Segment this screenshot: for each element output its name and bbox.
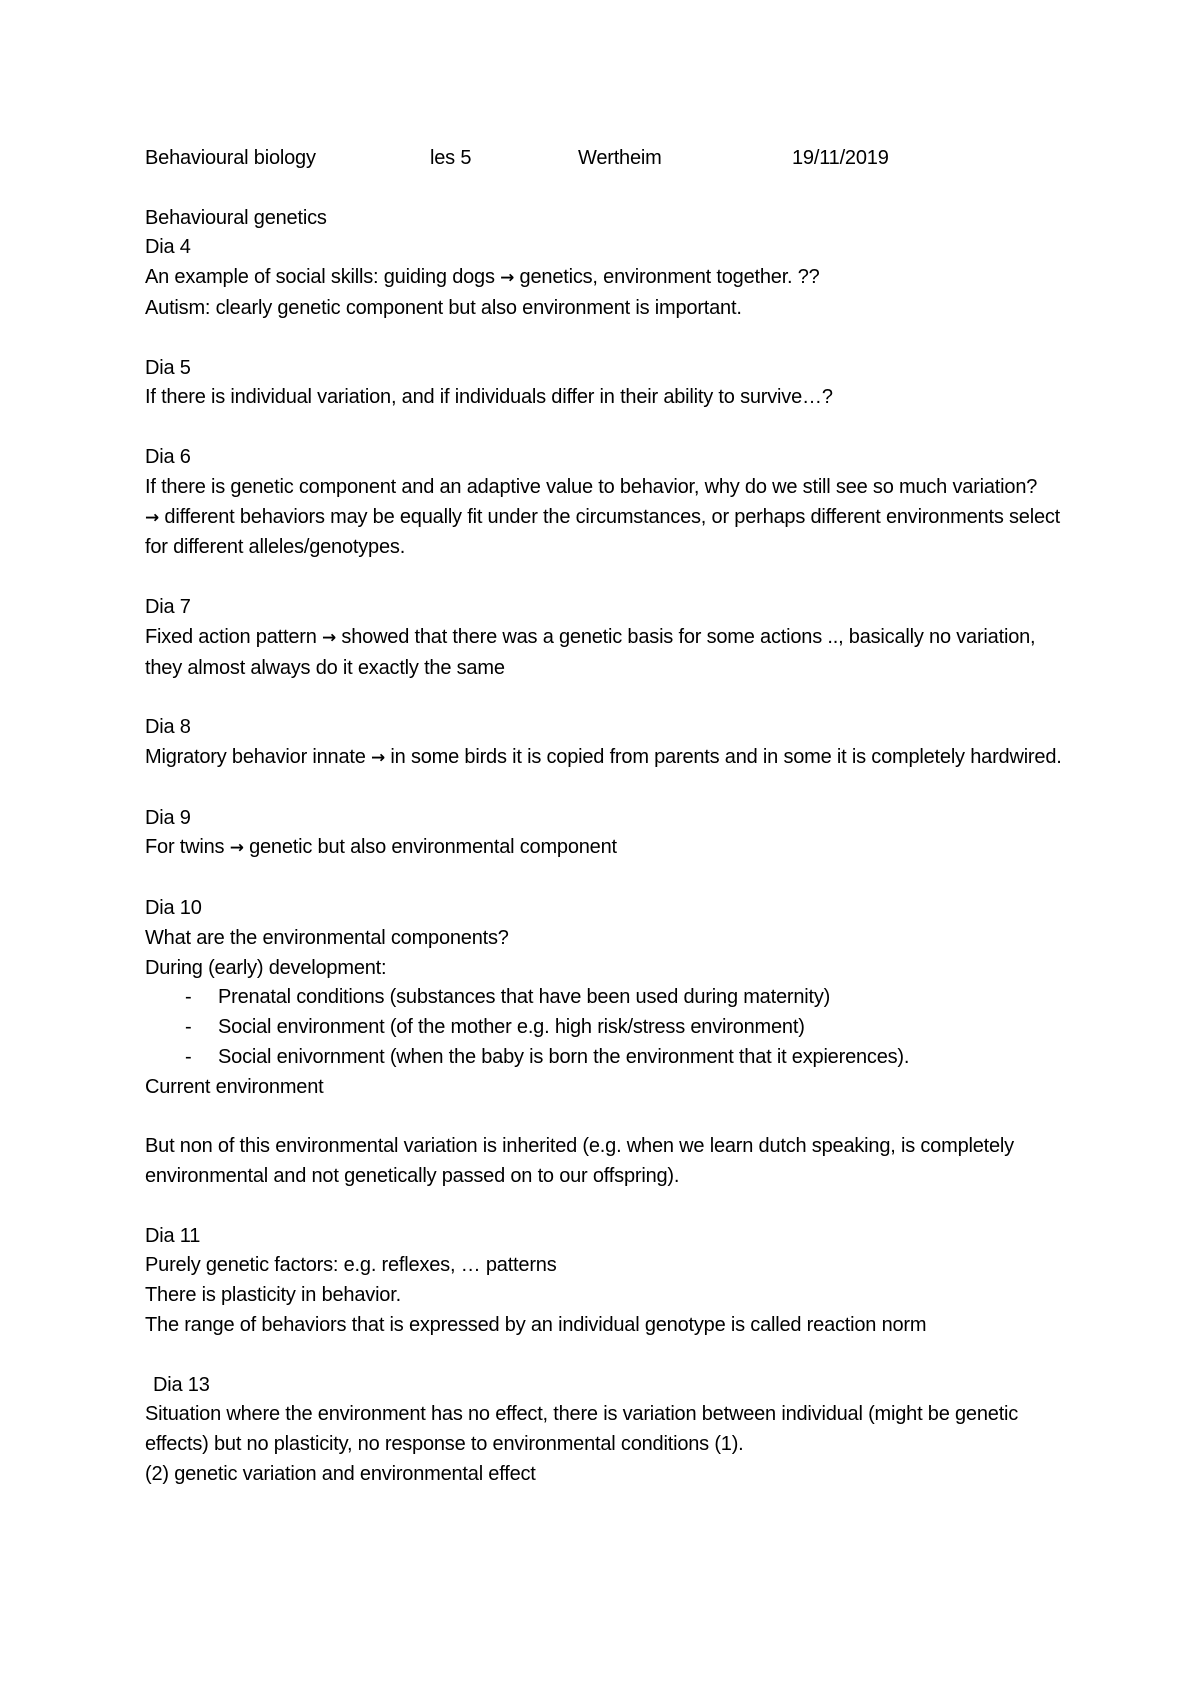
list-item-text: Social environment (of the mother e.g. high risk/stress environment) bbox=[218, 1016, 805, 1039]
dia13-line2: (2) genetic variation and environmental effect bbox=[145, 1463, 536, 1486]
dia7-para bbox=[145, 623, 1075, 684]
dia10-line1: What are the environmental components? bbox=[145, 926, 509, 949]
dia11-line1: Purely genetic factors: e.g. reflexes, … patterns bbox=[145, 1254, 557, 1277]
course-title: Behavioural biology bbox=[145, 147, 316, 169]
dia10-para: But non of this environmental variation is inherited (e.g. when we learn dutch speaking, is completely environmental and not genetically passed on to our offspring). bbox=[145, 1135, 1014, 1188]
dia10-list bbox=[145, 983, 1075, 1072]
dia8-title: Dia 8 bbox=[145, 716, 191, 739]
dia4-line2: Autism: clearly genetic component but also environment is important. bbox=[145, 296, 742, 319]
topic-heading: Behavioural genetics bbox=[145, 206, 327, 229]
header-line bbox=[145, 144, 1075, 174]
document-body bbox=[145, 144, 1075, 1490]
dash-bullet: - bbox=[185, 1045, 192, 1068]
list-item bbox=[185, 1013, 1075, 1043]
right-arrow-icon: → bbox=[322, 627, 337, 648]
dia8-para-text-b: in some birds it is copied from parents and in some it is completely hardwired. bbox=[385, 745, 1062, 768]
dia7-para-text-a: Fixed action pattern bbox=[145, 625, 323, 648]
dia5-title: Dia 5 bbox=[145, 356, 191, 379]
dia5-line1: If there is individual variation, and if individuals differ in their ability to survive…? bbox=[145, 386, 833, 409]
dia11-title: Dia 11 bbox=[145, 1224, 201, 1247]
dia4-line1 bbox=[145, 263, 1075, 294]
lesson-number: les 5 bbox=[430, 147, 472, 169]
dia6-para1: If there is genetic component and an adaptive value to behavior, why do we still see so much variation? bbox=[145, 475, 1038, 498]
dia6-para2 bbox=[145, 503, 1075, 564]
dash-bullet: - bbox=[185, 986, 192, 1009]
list-item bbox=[185, 1043, 1075, 1073]
dia9-para-text-a: For twins bbox=[145, 836, 230, 859]
dia4-line1-text-a: An example of social skills: guiding dogs bbox=[145, 266, 501, 289]
dia7-para-text-b: showed that there was a genetic basis for some actions .., basically no variation, they almost always do it exactly the same bbox=[145, 625, 1036, 679]
right-arrow-icon: → bbox=[145, 507, 160, 528]
list-item-text: Prenatal conditions (substances that have been used during maternity) bbox=[218, 986, 831, 1009]
dia8-para-text-a: Migratory behavior innate bbox=[145, 745, 372, 768]
dia9-para bbox=[145, 833, 1075, 864]
dia6-para2-text: different behaviors may be equally fit under the circumstances, or perhaps different environments select for different alleles/genotypes. bbox=[145, 505, 1061, 559]
dia4-line1-text-b: genetics, environment together. ?? bbox=[514, 266, 820, 289]
list-item-text: Social enivornment (when the baby is born the environment that it expierences). bbox=[218, 1045, 910, 1068]
dia9-title: Dia 9 bbox=[145, 806, 191, 829]
dash-bullet: - bbox=[185, 1016, 192, 1039]
dia6-title: Dia 6 bbox=[145, 445, 191, 468]
teacher-name: Wertheim bbox=[578, 147, 662, 169]
list-item bbox=[185, 983, 1075, 1013]
dia11-line2: There is plasticity in behavior. bbox=[145, 1284, 401, 1307]
dia10-line3: Current environment bbox=[145, 1075, 324, 1098]
right-arrow-icon: → bbox=[371, 747, 386, 768]
dia13-title: Dia 13 bbox=[153, 1373, 210, 1396]
dia4-title: Dia 4 bbox=[145, 236, 191, 259]
dia7-title: Dia 7 bbox=[145, 595, 191, 618]
dia9-para-text-b: genetic but also environmental component bbox=[243, 836, 617, 859]
dia11-line3: The range of behaviors that is expressed by an individual genotype is called reaction norm bbox=[145, 1314, 927, 1337]
right-arrow-icon: → bbox=[229, 838, 244, 859]
dia10-title: Dia 10 bbox=[145, 896, 202, 919]
lecture-date: 19/11/2019 bbox=[792, 147, 889, 169]
dia10-line2: During (early) development: bbox=[145, 956, 387, 979]
right-arrow-icon: → bbox=[500, 268, 515, 289]
dia13-para: Situation where the environment has no effect, there is variation between individual (might be genetic effects) but no plasticity, no response to environmental conditions (1). bbox=[145, 1403, 1019, 1456]
dia8-para bbox=[145, 743, 1075, 774]
